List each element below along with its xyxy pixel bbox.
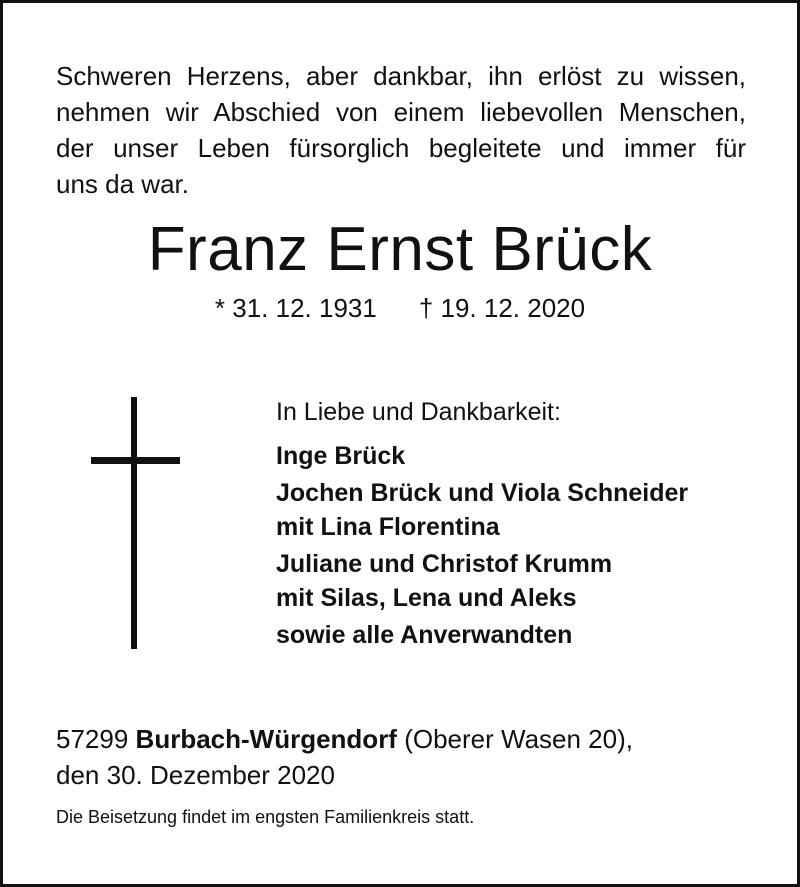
cross-horizontal-bar: [91, 457, 180, 464]
family-group: [276, 476, 776, 544]
mourners-list: [276, 395, 776, 655]
burial-note: Die Beisetzung findet im engsten Familienkreis statt.: [56, 807, 475, 827]
intro-line: uns da war.: [56, 169, 189, 199]
family-group: [276, 439, 776, 473]
date-line: den 30. Dezember 2020: [56, 760, 335, 790]
family-group: [276, 618, 776, 652]
intro-text: [56, 58, 746, 202]
place-and-date: [56, 721, 633, 793]
life-dates: [0, 290, 800, 326]
family-line: Inge Brück: [276, 442, 406, 470]
deceased-name: Franz Ernst Brück: [147, 215, 653, 284]
family-line: Juliane und Christof Krumm: [276, 550, 613, 578]
family-line: mit Silas, Lena und Aleks: [276, 584, 577, 612]
death-date: † 19. 12. 2020: [418, 293, 586, 323]
town-name: Burbach-Würgendorf: [135, 724, 397, 754]
cross-vertical-bar: [131, 397, 137, 649]
family-line: mit Lina Florentina: [276, 513, 500, 541]
family-line: sowie alle Anverwandten: [276, 621, 573, 649]
intro-line: der unser Leben fürsorglich begleitete und immer für: [56, 133, 746, 163]
mourners-lead: In Liebe und Dankbarkeit:: [276, 398, 561, 426]
family-line: Jochen Brück und Viola Schneider: [276, 479, 689, 507]
family-group: [276, 547, 776, 615]
intro-line: nehmen wir Abschied von einem liebevollen Menschen,: [56, 97, 746, 127]
birth-date: * 31. 12. 1931: [214, 293, 377, 323]
street-address: (Oberer Wasen 20),: [404, 724, 633, 754]
place-line: [56, 721, 633, 757]
zip-code: 57299: [56, 724, 129, 754]
intro-line: Schweren Herzens, aber dankbar, ihn erlöst zu wissen,: [56, 61, 746, 91]
